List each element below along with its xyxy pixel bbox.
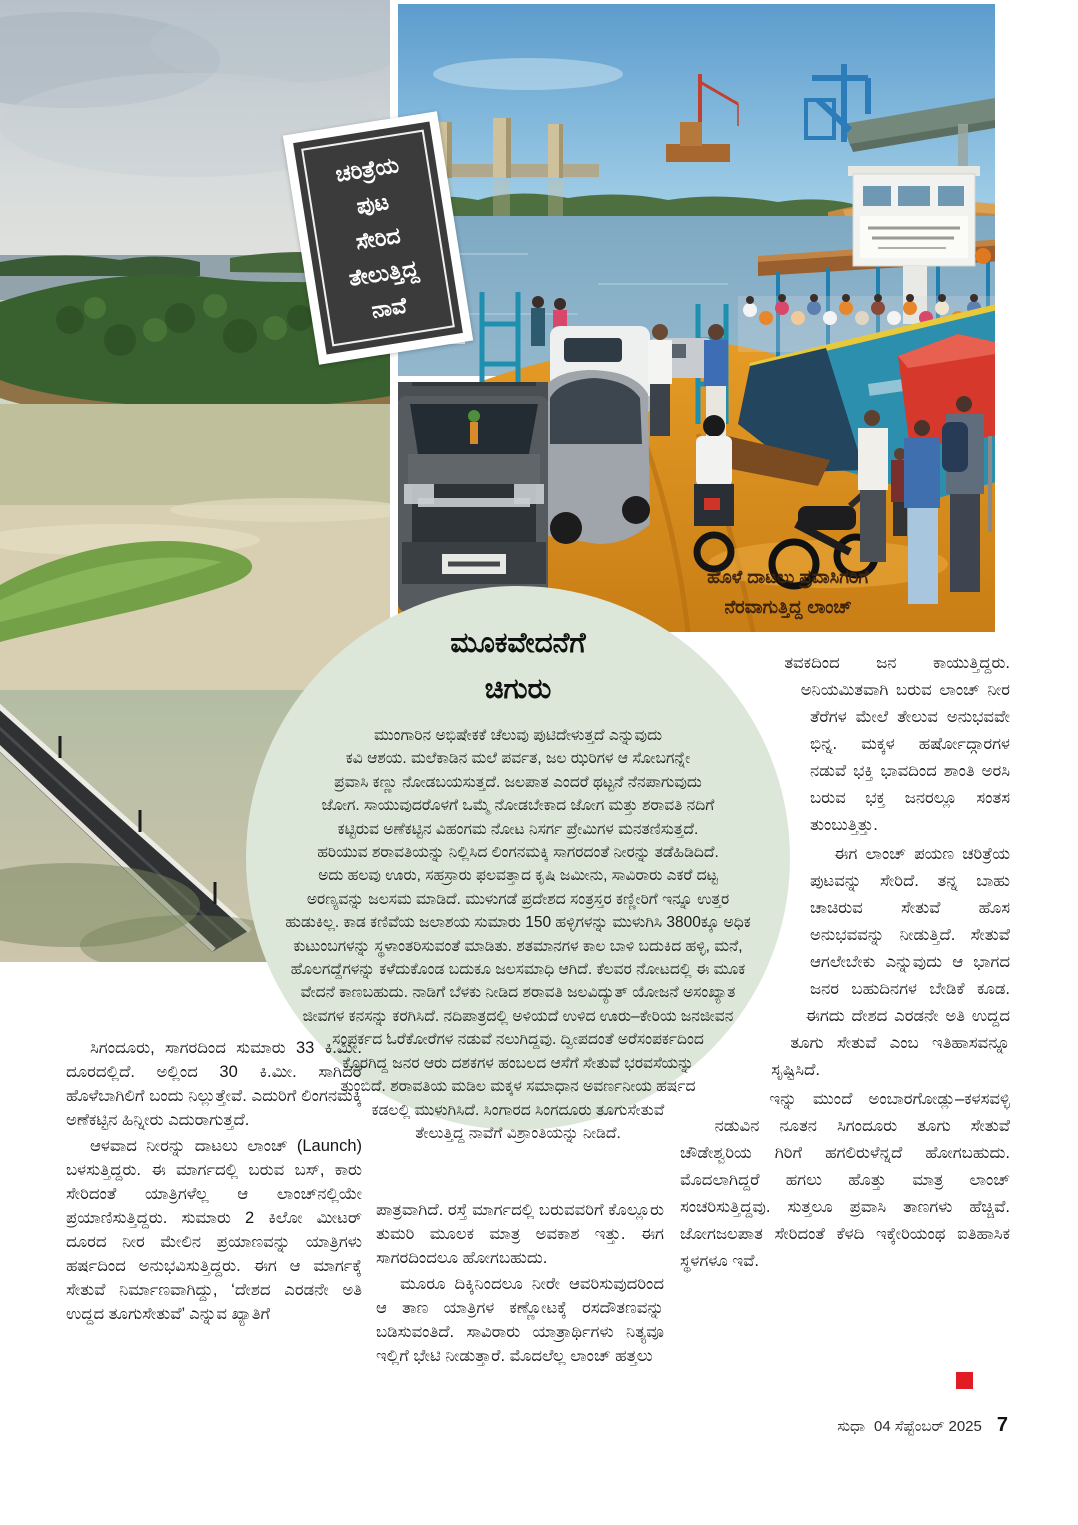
walking-man-white-shirt [648,324,672,436]
feature-body-line: ಜೋಗ. ಸಾಯುವುದರೊಳಗೆ ಒಮ್ಮೆ ನೋಡಬೇಕಾದ ಜೋಗ ಮತ್ತು ಶರಾವತಿ ನದಿಗೆ [321,797,715,815]
feature-body-line: ಹೊಲಗದ್ದೆಗಳನ್ನು ಕಳೆದುಕೊಂಡ ಬದುಕೂ ಜಲಸಮಾಧಿ ಆಗಿದೆ. ಕೆಲವರ ನೋಟದಲ್ಲಿ ಈ ಮೂಕ [290,961,746,979]
wheelhouse-signboard [860,216,968,258]
article-end-square [956,1372,973,1389]
bystander-white-shirt [858,410,888,562]
feature-body-line: ಅರಣ್ಯವನ್ನು ಜಲಸಮ ಮಾಡಿದೆ. ಮುಳುಗಡೆ ಪ್ರದೇಶದ ಸಂತ್ರಸ್ತರ ಕಣ್ಣೀರಿಗೆ ಇನ್ನೂ ಉತ್ತರ [306,890,730,908]
feature-body-line: ಜೀವಗಳ ಕನಸನ್ನು ಕರಗಿಸಿದೆ. ನದಿಪಾತ್ರದಲ್ಲಿ ಅಳಿಯದೆ ಉಳಿದ ಊರು–ಕೇರಿಯ ಜನಜೀವನ [302,1007,734,1025]
history-label-line: ಚರಿತ್ರೆಯ [333,151,401,187]
article-column-right [680,650,1010,1277]
feature-body-line: ಪ್ರವಾಸಿ ಕಣ್ಣು ನೋಡಬಯಸುತ್ತದೆ. ಜಲಪಾತ ಎಂದರೆ ಥಟ್ಟನೆ ನೆನಪಾಗುವುದು [334,773,702,791]
magazine-name: ಸುಧಾ [837,1418,866,1435]
garland [468,410,480,422]
feature-body-line: ಕಟ್ಟಿರುವ ಅಣೆಕಟ್ಟಿನ ವಿಹಂಗಮ ನೋಟ ನಿಸರ್ಗ ಪ್ರೇಮಿಗಳ ಮನತಣಿಸುತ್ತದೆ. [337,820,699,838]
feature-body-line: ಹರಿಯುವ ಶರಾವತಿಯನ್ನು ನಿಲ್ಲಿಸಿದ ಲಿಂಗನಮಕ್ಕಿ ಸಾಗರದಂತೆ ನೀರನ್ನು ತಡೆಹಿಡಿದಿದೆ. [317,844,719,862]
page-footer [837,1414,1008,1437]
paragraph: ಮೂರೂ ದಿಕ್ಕಿನಿಂದಲೂ ನೀರೇ ಆವರಿಸುವುದರಿಂದ ಆ ತಾಣ ಯಾತ್ರಿಗಳ ಕಣ್ಣೋಟಕ್ಕೆ ರಸದೌತಣವನ್ನು ಬಡಿಸುವಂತಿದೆ. ಸಾವಿರಾರು ಯಾತ್ರಾರ್ಥಿಗಳು ನಿತ್ಯವೂ ಇಲ್ಲಿಗೆ ಭೇಟಿ ನೀಡುತ್ತಾರೆ. ಮೊದಲೆಲ್ಲ ಲಾಂಚ್ ಹತ್ತಲು [376,1275,664,1365]
feature-title-line1: ಮೂಕವೇದನೆಗೆ [450,627,586,658]
feature-body-line: ಹುಡುಕಿಲ್ಲ. ಕಾಡ ಕಣಿವೆಯ ಜಲಾಶಯ ಸುಮಾರು 150 ಹಳ್ಳಿಗಳನ್ನು ಮುಳುಗಿಸಿ 3800ಕ್ಕೂ ಅಧಿಕ [285,914,751,932]
feature-body-line: ಮುಂಗಾರಿನ ಅಭಿಷೇಕಕೆ ಚೆಲುವು ಪುಟಿದೇಳುತ್ತದೆ ಎನ್ನುವುದು [373,727,663,744]
history-label-plate [293,122,463,355]
feature-title-line2: ಚಿಗುರು [484,673,552,704]
tail-light [704,498,720,510]
feature-body-line: ತುಂಬಿದೆ. ಶರಾವತಿಯ ಮಡಿಲ ಮಕ್ಕಳ ಸಮಾಧಾನ ಅವರ್ಣನೀಯ ಹರ್ಷದ [340,1078,696,1096]
wheelhouse-window [898,186,930,206]
launch-ferry-photo [398,4,995,632]
feature-body-line: ಕೊರಗಿದ್ದ ಜನರ ಆರು ದಶಕಗಳ ಹಂಬಲದ ಆಸೆಗೆ ಸೇತುವೆ ಭರವಸೆಯನ್ನು [342,1054,694,1072]
feature-body-line: ಸಂಪರ್ಕದ ಓರೆಕೋರೆಗಳ ನಡುವೆ ನಲುಗಿದ್ದವು. ದ್ವೀಪದಂತೆ ಅರೆಸಂಪರ್ಕದಿಂದ [332,1031,704,1049]
photo-caption-line2: ನೆರವಾಗುತ್ತಿದ್ದ ಲಾಂಚ್ [724,597,852,617]
life-buoy [975,248,991,264]
wheelhouse-window [863,186,891,206]
feature-body-line: ವೇದನೆ ಕಾಣಬಹುದು. ನಾಡಿಗೆ ಬೆಳಕು ನೀಡಿದ ಶರಾವತಿ ಜಲವಿದ್ಯುತ್ ಯೋಜನೆ ಅಸಂಖ್ಯಾತ [300,984,736,1002]
feature-body-line: ತೇಲುತ್ತಿದ್ದ ನಾವೆಗೆ ವಿಶ್ರಾಂತಿಯನ್ನು ನೀಡಿದೆ. [415,1124,621,1142]
history-label-line: ಪುಟ [354,188,391,219]
dark-suv-wagonr [398,382,548,612]
photo-caption-line1: ಹೊಳೆ ದಾಟಲು ಪ್ರವಾಸಿಗರಿಗೆ [707,567,869,587]
backpack [942,422,968,472]
paragraph: ಪಾತ್ರವಾಗಿದೆ. ರಸ್ತೆ ಮಾರ್ಗದಲ್ಲಿ ಬರುವವರಿಗೆ ಕೊಲ್ಲೂರು ತುಮರಿ ಮೂಲಕ ಮಾತ್ರ ಅವಕಾಶ ಇತ್ತು. ಈಗ ಸಾಗರದಿಂದಲೂ ಹೋಗಬಹುದು. [376,1201,664,1267]
cloud [433,58,623,90]
wheelhouse-window [938,186,964,206]
feature-body-line: ಕವಿ ಆಶಯ. ಮಲೆಕಾಡಿನ ಮಲೆ ಪರ್ವತ, ಜಲ ಝರಿಗಳ ಆ ಸೋಬಗನ್ನೇ [345,750,691,768]
page-number: 7 [996,1414,1008,1436]
silver-hatchback [540,370,650,544]
feature-body-line: ಕಡಲಲ್ಲಿ ಮುಳುಗಿಸಿದೆ. ಸಿಂಗಾರದ ಸಿಂಗದೂರು ತೂಗುಸೇತುವೆ [371,1101,665,1119]
paragraph: ತವಕದಿಂದ ಜನ ಕಾಯುತ್ತಿದ್ದರು. ಅನಿಯಮಿತವಾಗಿ ಬರುವ ಲಾಂಚ್ ನೀರ ತೆರೆಗಳ ಮೇಲೆ ತೇಲುವ ಅನುಭವವೇ ಭಿನ್ನ. ಮಕ್ಕಳ ಹರ್ಷೋದ್ಗಾರಗಳ ನಡುವೆ ಭಕ್ತಿ ಭಾವದಿಂದ ಶಾಂತಿ ಅರಸಿ ಬರುವ ಭಕ್ತ ಜನರಲ್ಲೂ ಸಂತಸ ತುಂಬುತ್ತಿತ್ತು. [784,654,1010,834]
paragraph: ಇನ್ನು ಮುಂದೆ ಅಂಬಾರಗೋಡ್ಲು–ಕಳಸವಳ್ಳಿ ನಡುವಿನ ನೂತನ ಸಿಗಂದೂರು ತೂಗು ಸೇತುವೆ ಚೌಡೇಶ್ವರಿಯ ಗಿರಿಗೆ ಹಗಲಿರುಳೆನ್ನದೆ ಹೋಗಬಹುದು. ಮೊದಲಾಗಿದ್ದರೆ ಹಗಲು ಹೊತ್ತು ಮಾತ್ರ ಲಾಂಚ್ ಸಂಚರಿಸುತ್ತಿದ್ದವು. ಸುತ್ತಲೂ ಪ್ರವಾಸಿ ತಾಣಗಳು ಹೆಚ್ಚಿವೆ. ಜೋಗಜಲಪಾತ ಸೇರಿದಂತೆ ಕೆಳದಿ ಇಕ್ಕೇರಿಯಂಥ ಐತಿಹಾಸಿಕ ಸ್ಥಳಗಳೂ ಇವೆ. [680,1090,1010,1270]
feature-body-line: ಅದು ಹಲವು ಊರು, ಸಹಸ್ರಾರು ಫಲವತ್ತಾದ ಕೃಷಿ ಜಮೀನು, ಸಾವಿರಾರು ಎಕರೆ ದಟ್ಟ [318,867,718,885]
history-label-line: ಸೇರಿದ [353,222,403,254]
history-label-line: ನಾವೆ [369,292,409,323]
issue-date: 04 ಸೆಪ್ಟೆಂಬರ್ 2025 [874,1418,982,1435]
feature-body-line: ಕುಟುಂಬಗಳನ್ನು ಸ್ಥಳಾಂತರಿಸುವಂತೆ ಮಾಡಿತು. ಶತಮಾನಗಳ ಕಾಲ ಬಾಳಿ ಬದುಕಿದ ಹಳ್ಳಿ, ಮನೆ, [293,937,743,955]
article-column-middle [376,1198,664,1370]
paragraph: ಈಗ ಲಾಂಚ್ ಪಯಣ ಚರಿತ್ರೆಯ ಪುಟವನ್ನು ಸೇರಿದೆ. ತನ್ನ ಬಾಹು ಚಾಚಿರುವ ಸೇತುವೆ ಹೊಸ ಅನುಭವವನ್ನು ನೀಡುತ್ತಿದೆ. ಸೇತುವೆ ಆಗಲೇಬೇಕು ಎನ್ನುವುದು ಆ ಭಾಗದ ಜನರ ಬಹುದಿನಗಳ ಬೇಡಿಕೆ ಕೂಡ. ಈಗದು ದೇಶದ ಎರಡನೇ ಅತಿ ಉದ್ದದ ತೂಗು ಸೇತುವೆ ಎಂಬ ಇತಿಹಾಸವನ್ನೂ ಸೃಷ್ಟಿಸಿದೆ. [771,845,1010,1079]
paragraph: ಆಳವಾದ ನೀರನ್ನು ದಾಟಲು ಲಾಂಚ್ (Launch) ಬಳಸುತ್ತಿದ್ದರು. ಈ ಮಾರ್ಗದಲ್ಲಿ ಬರುವ ಬಸ್, ಕಾರು ಸೇರಿದಂತೆ ಯಾತ್ರಿಗಳೆಲ್ಲ ಆ ಲಾಂಚ್‌ನಲ್ಲಿಯೇ ಪ್ರಯಾಣಿಸುತ್ತಿದ್ದರು. ಸುಮಾರು 2 ಕಿಲೋ ಮೀಟರ್ ದೂರದ ನೀರ ಮೇಲಿನ ಪ್ರಯಾಣವನ್ನು ಯಾತ್ರಿಗಳು ಹರ್ಷದಿಂದ ಅನುಭವಿಸುತ್ತಿದ್ದರು. ಈಗ ಆ ಮಾರ್ಗಕ್ಕೆ ಸೇತುವೆ ನಿರ್ಮಾಣವಾಗಿದ್ದು, ‘ದೇಶದ ಎರಡನೇ ಅತಿ ಉದ್ದದ ತೂಗುಸೇತುವೆ’ ಎನ್ನುವ ಖ್ಯಾತಿಗೆ [66,1137,362,1323]
distant-island [0,255,200,276]
paragraph: ಸಿಗಂದೂರು, ಸಾಗರದಿಂದ ಸುಮಾರು 33 ಕಿ.ಮೀ. ದೂರದಲ್ಲಿದೆ. ಅಲ್ಲಿಂದ 30 ಕಿ.ಮೀ. ಸಾಗಿದರೆ ಹೊಳೆಬಾಗಿಲಿಗೆ ಬಂದು ನಿಲ್ಲುತ್ತೇವೆ. ಎದುರಿಗೆ ಲಿಂಗನಮಕ್ಕಿ ಅಣೆಕಟ್ಟಿನ ಹಿನ್ನೀರು ಎದುರಾಗುತ್ತದೆ. [66,1039,362,1129]
history-label-line: ತೇಲುತ್ತಿದ್ದ [347,254,420,291]
photo-caption [653,562,923,622]
launch-ferry-illustration [398,4,995,632]
garland-tassel [470,422,478,444]
article-column-left [66,1036,362,1328]
